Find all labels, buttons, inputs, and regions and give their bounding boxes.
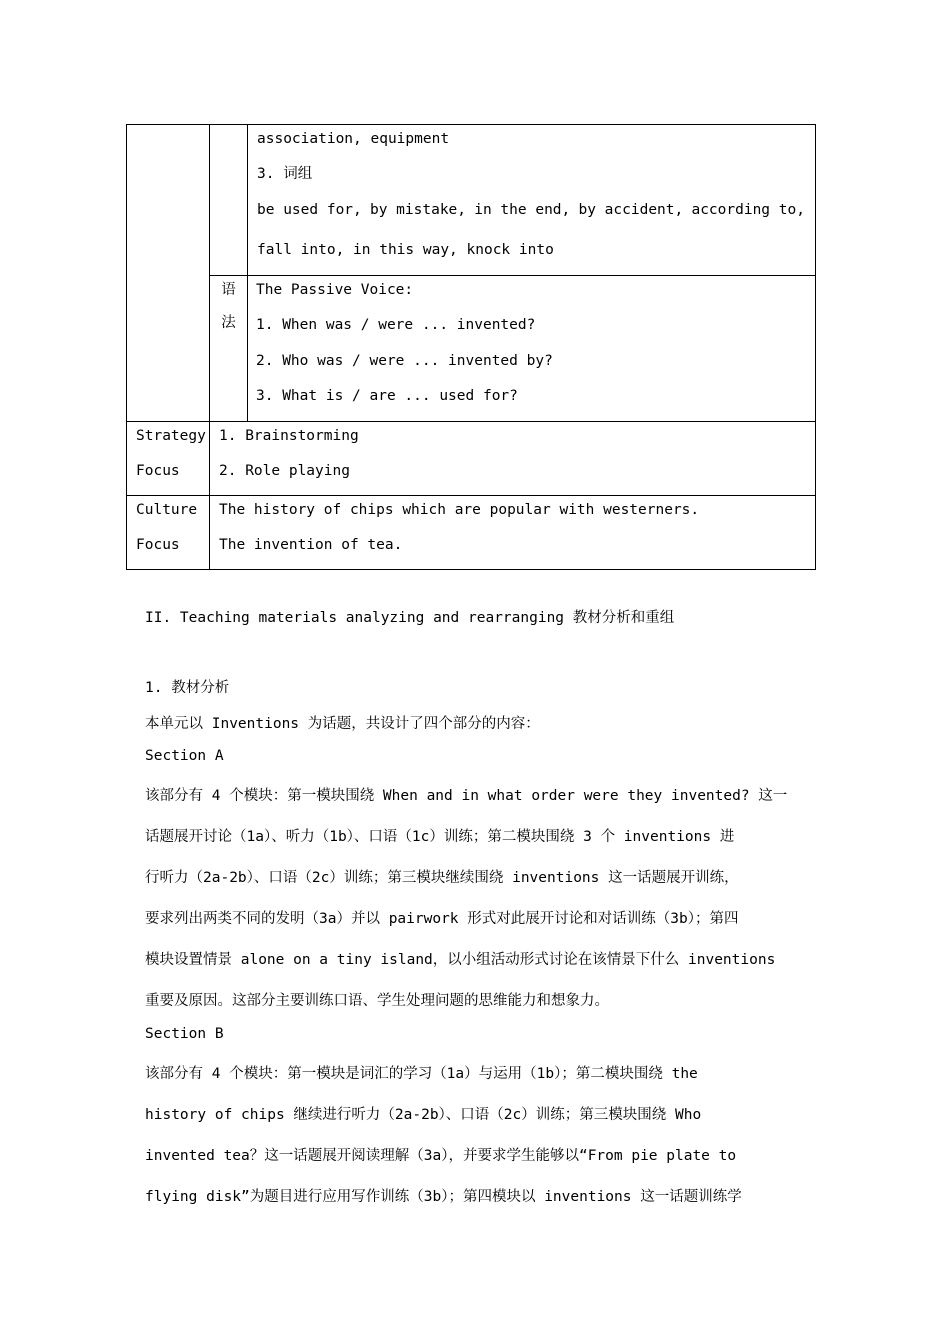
section-b-title-text: Section B [145, 1026, 224, 1042]
blank-sub-cell [210, 125, 248, 276]
culture-content-cell [210, 496, 816, 570]
paragraph-line [145, 907, 807, 948]
line-text: 行听力（2a-2b）、口语（2c）训练；第三模块继续围绕 inventions 这一话题展开训练， [145, 870, 739, 886]
line-text: 该部分有 4 个模块：第一模块是词汇的学习（1a）与运用（1b）；第二模块围绕 the [145, 1066, 698, 1082]
culture-label: Culture [136, 502, 198, 518]
grammar-line: 1. When was / were ... invented? [256, 317, 536, 333]
phrase-line [248, 197, 815, 238]
vocab-line: association, equipment [257, 131, 450, 147]
grammar-content-cell [248, 276, 816, 422]
line-text: 重要及原因。这部分主要训练口语、学生处理问题的思维能力和想象力。 [145, 993, 609, 1009]
grammar-label: 语 [221, 282, 236, 298]
paragraph-line [145, 784, 807, 825]
section-a-title [145, 748, 807, 764]
paragraph-line [145, 1062, 807, 1103]
strategy-line: 1. Brainstorming [219, 428, 359, 444]
culture-line: The invention of tea. [219, 537, 403, 553]
strategy-content-cell [210, 422, 816, 496]
paragraph-line [145, 989, 807, 1025]
culture-label-cell [127, 496, 210, 570]
culture-row [127, 496, 816, 570]
grammar-row [127, 276, 816, 422]
phrase-heading: 3. 词组 [257, 166, 313, 182]
section-heading-text: II. Teaching materials analyzing and rearranging 教材分析和重组 [145, 610, 675, 626]
grammar-line: The Passive Voice: [256, 282, 414, 298]
strategy-line: 2. Role playing [219, 463, 350, 479]
line-text: 要求列出两类不同的发明（3a）并以 pairwork 形式对此展开讨论和对话训练（3b）；第四 [145, 911, 739, 927]
subheading [145, 676, 807, 697]
phrase: be used for, [257, 202, 362, 218]
line-text: invented tea？这一话题展开阅读理解（3a），并要求学生能够以“From pie plate to [145, 1148, 737, 1164]
vocabulary-row [127, 125, 816, 276]
phrase: by mistake, [369, 202, 467, 218]
culture-label: Focus [136, 537, 180, 553]
paragraph-line [145, 1103, 807, 1144]
line-text: 话题展开讨论（1a）、听力（1b）、口语（1c）训练；第二模块围绕 3 个 inventions 进 [145, 829, 735, 845]
intro-paragraph [145, 712, 807, 733]
section-heading [145, 606, 807, 627]
grammar-label: 法 [221, 315, 236, 331]
section-a-title-text: Section A [145, 748, 224, 764]
vocabulary-content-cell [248, 125, 816, 276]
strategy-row [127, 422, 816, 496]
line-text: flying disk”为题目进行应用写作训练（3b）；第四模块以 inventions 这一话题训练学 [145, 1189, 742, 1205]
section-b-title [145, 1026, 807, 1042]
teaching-outline-table [126, 124, 816, 570]
subheading-text: 1. 教材分析 [145, 680, 230, 696]
section-a-paragraph [145, 784, 807, 1025]
grammar-line: 2. Who was / were ... invented by? [256, 353, 553, 369]
section-b-paragraph [145, 1062, 807, 1226]
paragraph-line [145, 1144, 807, 1185]
phrase: by accident, [578, 202, 684, 218]
paragraph-line [145, 948, 807, 989]
strategy-label: Strategy [136, 428, 206, 444]
culture-line: The history of chips which are popular with westerners. [219, 502, 700, 518]
paragraph-line [145, 825, 807, 866]
strategy-label-cell [127, 422, 210, 496]
phrase-line: fall into, in this way, knock into [257, 242, 554, 258]
blank-label-cell [127, 125, 210, 422]
strategy-label: Focus [136, 463, 180, 479]
line-text: 该部分有 4 个模块：第一模块围绕 When and in what order were they invented? 这一 [145, 788, 788, 804]
phrase: in the end, [474, 202, 571, 218]
line-text: history of chips 继续进行听力（2a-2b）、口语（2c）训练；第三模块围绕 Who [145, 1107, 702, 1123]
grammar-label-cell [210, 276, 248, 422]
grammar-line: 3. What is / are ... used for? [256, 388, 518, 404]
intro-text: 本单元以 Inventions 为话题，共设计了四个部分的内容： [145, 716, 540, 732]
paragraph-line [145, 866, 807, 907]
phrase: according to, [691, 202, 805, 218]
line-text: 模块设置情景 alone on a tiny island，以小组活动形式讨论在该情景下什么 inventions [145, 952, 776, 968]
paragraph-line [145, 1185, 807, 1226]
